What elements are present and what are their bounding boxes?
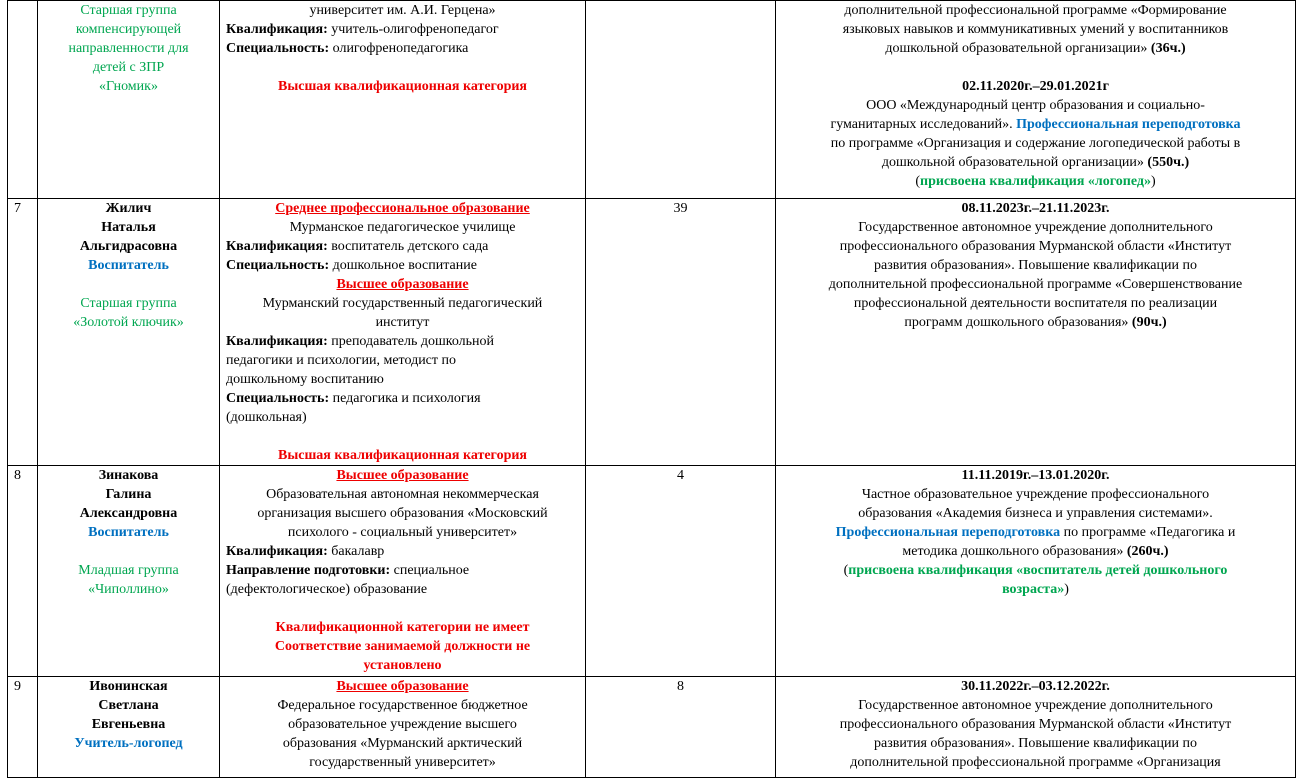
group-line: «Гномик» (99, 79, 158, 94)
training-cell (776, 199, 1296, 466)
training-line: ООО «Международный центр образования и социально- (866, 98, 1205, 113)
group-line: Старшая группа (80, 3, 177, 18)
category-text: Высшая квалификационная категория (277, 448, 527, 463)
training-hours: (36ч.) (1150, 41, 1186, 56)
training-line: гуманитарных исследований». (830, 117, 1017, 132)
specialty-label: Специальность: (226, 391, 330, 406)
institution-line: образования «Мурманский арктический (282, 736, 523, 751)
qualification-label: Квалификация: (226, 544, 328, 559)
qualification-value: дошкольному воспитанию (226, 372, 384, 387)
name-cell (38, 1, 220, 199)
name-cell (38, 677, 220, 778)
group-line: Младшая группа (78, 563, 179, 578)
training-hours: (550ч.) (1147, 155, 1190, 170)
first-name: Наталья (101, 220, 156, 235)
qualification-value: бакалавр (327, 544, 385, 559)
training-line: Государственное автономное учреждение дополнительного (858, 220, 1213, 235)
training-hours: (90ч.) (1131, 315, 1167, 330)
patronymic: Евгеньевна (91, 717, 166, 732)
specialty-label: Специальность: (226, 258, 330, 273)
direction-value: специальное (390, 563, 470, 578)
row-number: 7 (14, 201, 21, 216)
group-line: Старшая группа (80, 296, 177, 311)
training-dates: 02.11.2020г.–29.01.2021г (962, 79, 1109, 94)
group-line: детей с ЗПР (92, 60, 165, 75)
category-text: Соответствие занимаемой должности не (274, 639, 531, 654)
training-line: дополнительной профессиональной программе «Формирование (844, 3, 1227, 18)
group-line: «Чиполлино» (88, 582, 169, 597)
category-text: установлено (363, 658, 442, 673)
education-level: Высшее образование (336, 277, 469, 292)
training-line: образования «Академия бизнеса и управления системами». (858, 506, 1213, 521)
education-cell (220, 677, 586, 778)
experience-cell (586, 466, 776, 677)
training-line: профессионального образования Мурманской области «Институт (839, 239, 1232, 254)
specialty-value: педагогика и психология (329, 391, 481, 406)
group-line: «Золотой ключик» (73, 315, 184, 330)
position: Воспитатель (88, 258, 169, 273)
qualification-label: Квалификация: (226, 239, 328, 254)
experience-cell (586, 1, 776, 199)
row-number: 8 (14, 468, 21, 483)
assigned-qualification: присвоена квалификация «воспитатель детей дошкольного (848, 563, 1228, 578)
training-line: по программе «Организация и содержание логопедической работы в (830, 136, 1241, 151)
institution-line: организация высшего образования «Московский (257, 506, 548, 521)
institution-line: Мурманское педагогическое училище (289, 220, 516, 235)
training-line: дошкольной образовательной организации» (881, 155, 1148, 170)
training-dates: 08.11.2023г.–21.11.2023г. (961, 201, 1110, 216)
training-line: Государственное автономное учреждение дополнительного (858, 698, 1213, 713)
qualification-value: учитель-олигофренопедагог (327, 22, 499, 37)
institution-line: Федеральное государственное бюджетное (277, 698, 528, 713)
paren: ( (843, 563, 849, 578)
paren: ) (1150, 174, 1156, 189)
qualification-value: воспитатель детского сада (327, 239, 489, 254)
education-cell (220, 466, 586, 677)
direction-value: (дефектологическое) образование (226, 582, 428, 597)
training-line: по программе «Педагогика и (1060, 525, 1236, 540)
table-row (8, 199, 1296, 466)
row-number-cell (8, 199, 38, 466)
experience-years: 39 (673, 201, 688, 216)
institution-line: Образовательная автономная некоммерческая (266, 487, 539, 502)
first-name: Галина (105, 487, 152, 502)
qualification-label: Квалификация: (226, 22, 328, 37)
retraining-label: Профессиональная переподготовка (1016, 117, 1241, 132)
institution-line: государственный университет» (309, 755, 496, 770)
specialty-value: дошкольное воспитание (329, 258, 477, 273)
experience-years: 8 (677, 679, 684, 694)
row-number: 9 (14, 679, 21, 694)
surname: Жилич (105, 201, 152, 216)
category-text: Квалификационной категории не имеет (275, 620, 530, 635)
first-name: Светлана (98, 698, 159, 713)
training-line: профессионального образования Мурманской области «Институт (839, 717, 1232, 732)
experience-cell (586, 677, 776, 778)
training-line: дошкольной образовательной организации» (885, 41, 1151, 56)
table-row (8, 466, 1296, 677)
patronymic: Альгидрасовна (79, 239, 178, 254)
institution-line: психолого - социальный университет» (287, 525, 518, 540)
group-line: направленности для (68, 41, 189, 56)
training-hours: (260ч.) (1126, 544, 1169, 559)
position: Учитель-логопед (74, 736, 183, 751)
institution-line: образовательное учреждение высшего (288, 717, 517, 732)
assigned-qualification: присвоена квалификация «логопед» (920, 174, 1151, 189)
group-line: компенсирующей (75, 22, 182, 37)
training-line: развития образования». Повышение квалификации по (874, 736, 1197, 751)
training-line: Частное образовательное учреждение профессионального (861, 487, 1210, 502)
education-level: Среднее профессиональное образование (275, 201, 530, 216)
row-number-cell (8, 677, 38, 778)
qualification-value: преподаватель дошкольной (327, 334, 495, 349)
patronymic: Александровна (79, 506, 178, 521)
surname: Зинакова (98, 468, 159, 483)
specialty-label: Специальность: (226, 41, 330, 56)
training-line: дополнительной профессиональной программе «Совершенствование (828, 277, 1243, 292)
name-cell (38, 199, 220, 466)
training-cell (776, 466, 1296, 677)
direction-label: Направление подготовки: (226, 563, 391, 578)
row-number-cell (8, 1, 38, 199)
category-text: Высшая квалификационная категория (277, 79, 527, 94)
education-cell (220, 199, 586, 466)
training-dates: 30.11.2022г.–03.12.2022г. (961, 679, 1110, 694)
paren: ( (915, 174, 921, 189)
assigned-qualification: возраста» (1002, 582, 1065, 597)
training-line: развития образования». Повышение квалификации по (874, 258, 1197, 273)
training-cell (776, 677, 1296, 778)
institution-line: университет им. А.И. Герцена» (309, 3, 496, 18)
position: Воспитатель (88, 525, 169, 540)
experience-years: 4 (677, 468, 684, 483)
row-number-cell (8, 466, 38, 677)
surname: Ивонинская (89, 679, 168, 694)
qualification-value: педагогики и психологии, методист по (226, 353, 457, 368)
name-cell (38, 466, 220, 677)
staff-table (7, 0, 1296, 778)
specialty-value: олигофренопедагогика (329, 41, 469, 56)
education-cell (220, 1, 586, 199)
education-level: Высшее образование (336, 468, 469, 483)
education-level: Высшее образование (336, 679, 469, 694)
training-line: профессиональной деятельности воспитателя по реализации (853, 296, 1218, 311)
table-row (8, 677, 1296, 778)
paren: ) (1064, 582, 1069, 597)
table-row (8, 1, 1296, 199)
training-line: методика дошкольного образования» (902, 544, 1127, 559)
institution-line: институт (375, 315, 430, 330)
training-cell (776, 1, 1296, 199)
training-line: программ дошкольного образования» (904, 315, 1132, 330)
qualification-label: Квалификация: (226, 334, 328, 349)
training-line: языковых навыков и коммуникативных умений у воспитанников (842, 22, 1229, 37)
specialty-value: (дошкольная) (226, 410, 307, 425)
experience-cell (586, 199, 776, 466)
training-dates: 11.11.2019г.–13.01.2020г. (961, 468, 1110, 483)
institution-line: Мурманский государственный педагогический (262, 296, 543, 311)
retraining-label: Профессиональная переподготовка (835, 525, 1061, 540)
training-line: дополнительной профессиональной программе «Организация (850, 755, 1221, 770)
